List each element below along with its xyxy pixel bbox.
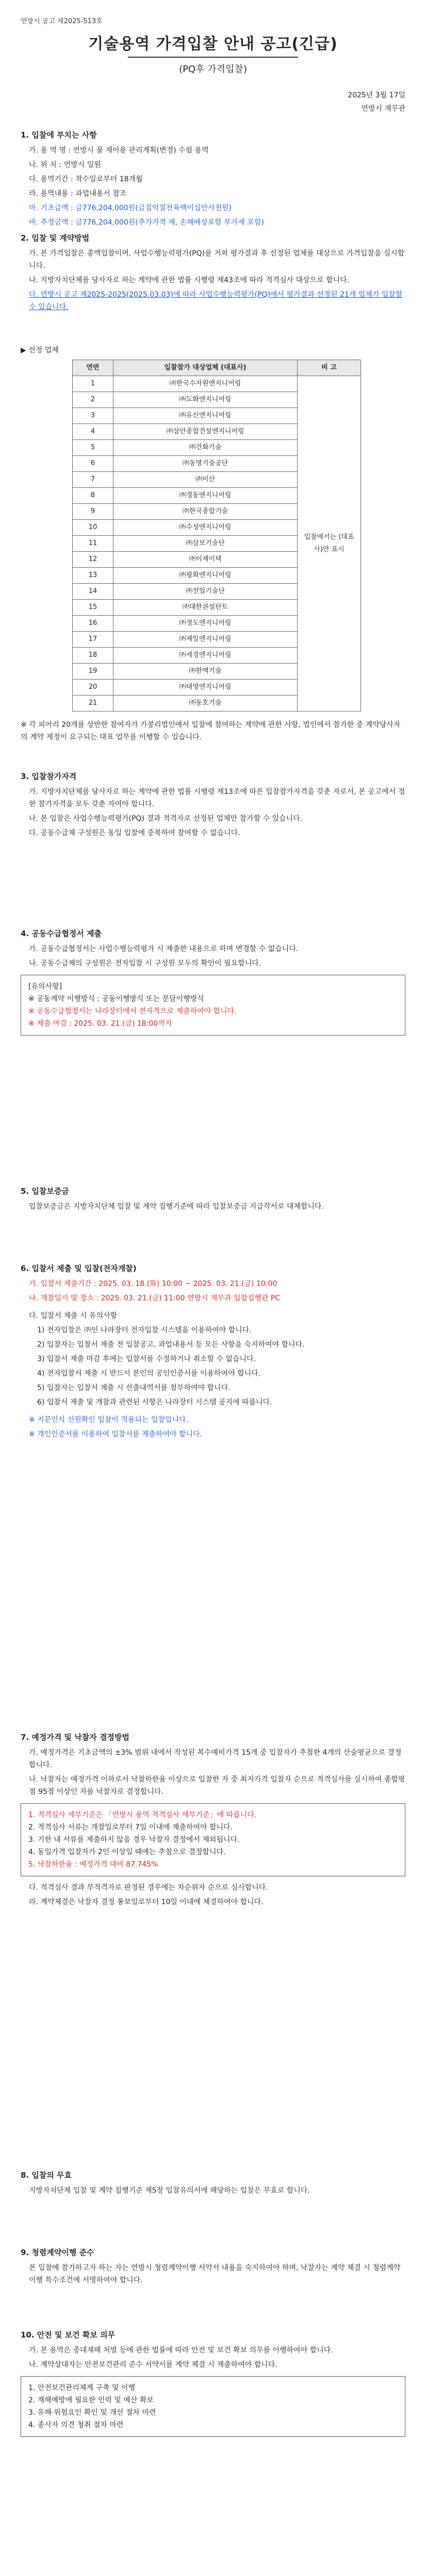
- s6-rule-3: 4) 전자입찰서 제출 시 반드시 본인의 공인인증서를 이용하여야 합니다.: [37, 1369, 261, 1378]
- s6-schedule-1: 나. 개찰일시 및 장소 : 2025. 03. 21.(금) 11:00 연방시 재무과 입찰집행관 PC: [29, 1294, 281, 1302]
- firm-no: 2: [73, 392, 113, 408]
- section-1: [21, 129, 405, 231]
- s1-item-4: 마. 기초금액 : 금776,204,000원(금칠억칠천육백이십만사천원): [29, 204, 232, 212]
- s6-schedule-0: 가. 입찰서 제출기간 : 2025. 03. 18.(화) 10:00 ~ 2025. 03. 21.(금) 10:00: [29, 1280, 277, 1288]
- s1-item-3: 라. 용역내용 : 과업내용서 참조: [29, 190, 127, 198]
- title-block: [0, 31, 426, 75]
- firm-no: 5: [73, 440, 113, 456]
- s6-rules-title: 다. 입찰서 제출 시 유의사항: [29, 1312, 118, 1320]
- firm-no: 17: [73, 632, 113, 648]
- firm-name: ㈜제일엔지니어링: [113, 632, 298, 648]
- title-divider: [128, 57, 298, 58]
- s9-item-0: 본 입찰에 참가하고자 하는 자는 연방시 청렴계약이행 서약서 내용을 숙지하여야 하며, 낙찰자는 계약 체결 시 청렴계약이행 특수조건에 서명하여야 합니다.: [29, 2264, 401, 2284]
- firm-no: 11: [73, 536, 113, 552]
- s7-extra-1: 라. 계약체결은 낙찰자 결정 통보일로부터 10일 이내에 체결하여야 합니다.: [29, 1898, 264, 1906]
- s7-extra-0: 다. 적격심사 결과 부적격자로 판정된 경우에는 차순위자 순으로 심사합니다.: [29, 1884, 268, 1892]
- notice-number: 연방시 공고 제2025-513호: [21, 18, 103, 25]
- firm-name: ㈜한국수자원엔지니어링: [113, 376, 298, 392]
- firm-no: 10: [73, 520, 113, 536]
- s3-item-2: 다. 공동수급체 구성원은 동일 입찰에 중복하여 참여할 수 없습니다.: [29, 829, 240, 837]
- section-6: [21, 1262, 405, 1443]
- firm-name: ㈜이산: [113, 472, 298, 488]
- section-10-heading: 10. 안전 및 보건 확보 의무: [21, 2330, 116, 2340]
- document-subtitle: (PQ후 가격입찰): [179, 64, 247, 75]
- s6-rule-2: 3) 입찰서 제출 마감 후에는 입찰서를 수정하거나 취소할 수 없습니다.: [37, 1355, 256, 1363]
- firm-name: ㈜태영엔지니어링: [113, 680, 298, 696]
- section-8-heading: 8. 입찰의 무효: [21, 2171, 72, 2180]
- s7-box-1: 2. 적격심사 서류는 개찰일로부터 7일 이내에 제출하여야 합니다.: [28, 1823, 233, 1832]
- firm-table-title: ▶ 선정 업체: [21, 346, 59, 354]
- s1-item-5: 바. 추정금액 : 금776,204,000원(추가가격 제, 손해배상포함 부가세 포함): [29, 218, 264, 227]
- section-4-heading: 4. 공동수급협정서 제출: [21, 929, 102, 938]
- s7-box-4: 5. 낙찰하한율 : 예정가격 대비 87.745%: [28, 1860, 158, 1869]
- firm-name: ㈜평화엔지니어링: [113, 568, 298, 584]
- s2-item-2: 다. 연방시 공고 제2025-2025(2025.03.03)에 따라 사업수행능력평가(PQ)에서 평가결과 선정된 21개 업체가 입찰할 수 있습니다.: [29, 291, 403, 311]
- s3-item-0: 가. 지방자치단체를 당사자로 하는 계약에 관한 법률 시행령 제13조에 따른 입찰참가자격을 갖춘 자로서, 본 공고에서 정한 참가자격을 모두 갖춘 자여야 합니다.: [29, 788, 405, 808]
- firm-no: 12: [73, 552, 113, 568]
- section-7-heading: 7. 예정가격 및 낙찰자 결정방법: [21, 1733, 129, 1742]
- firm-no: 3: [73, 408, 113, 424]
- s1-item-1: 나. 위 치 : 연방시 일원: [29, 161, 101, 169]
- s6-note-0: ※ 지문인식 신원확인 입찰이 적용되는 입찰입니다.: [29, 1416, 188, 1424]
- s7-box-2: 3. 기한 내 서류를 제출하지 않을 경우 낙찰자 결정에서 제외됩니다.: [28, 1836, 240, 1844]
- s4-notice-box: [21, 975, 405, 1036]
- firm-name: ㈜수성엔지니어링: [113, 520, 298, 536]
- col-name: 입찰참가 대상업체 (대표사): [113, 360, 298, 376]
- firm-name: ㈜정도엔지니어링: [113, 616, 298, 632]
- s4-box-0: [유의사항]: [28, 982, 62, 991]
- section-3-heading: 3. 입찰참가자격: [21, 772, 77, 781]
- firm-name: ㈜대한콘설탄트: [113, 600, 298, 616]
- s6-note-1: ※ 개인인증서를 이용하여 입찰서를 제출하여야 합니다.: [29, 1430, 202, 1438]
- s2-item-1: 나. 지방자치단체를 당사자로 하는 계약에 관한 법률 시행령 제43조에 따라 적격심사 대상으로 합니다.: [29, 276, 350, 284]
- section-9-heading: 9. 청렴계약이행 준수: [21, 2248, 94, 2257]
- firm-no: 21: [73, 696, 113, 711]
- s7-criteria-box: [21, 1803, 405, 1876]
- firm-no: 6: [73, 456, 113, 472]
- s6-rule-1: 2) 입찰자는 입찰서 제출 전 입찰공고, 과업내용서 등 모든 사항을 숙지하여야 합니다.: [37, 1341, 305, 1349]
- section-7: [21, 1731, 405, 1910]
- s7-box-0: 1. 적격심사 세부기준은 「연방시 용역 적격심사 세부기준」에 따릅니다.: [28, 1811, 257, 1819]
- table-row: [73, 376, 361, 392]
- document-title: 기술용역 가격입찰 안내 공고(긴급): [88, 35, 338, 53]
- firm-name: ㈜한국종합기술: [113, 504, 298, 520]
- firm-no: 13: [73, 568, 113, 584]
- firm-no: 4: [73, 424, 113, 440]
- s7-item-0: 가. 예정가격은 기초금액의 ±3% 범위 내에서 작성된 복수예비가격 15개 중 입찰자가 추첨한 4개의 산술평균으로 결정합니다.: [29, 1749, 402, 1769]
- issue-date: 2025년 3월 17일: [348, 91, 405, 99]
- section-9: [21, 2246, 405, 2289]
- s7-box-3: 4. 동일가격 입찰자가 2인 이상일 때에는 추첨으로 결정합니다.: [28, 1848, 226, 1856]
- s4-item-0: 가. 공동수급협정서는 사업수행능력평가 시 제출한 내용으로 하며 변경할 수 없습니다.: [29, 945, 299, 953]
- firm-name: ㈜건화기술: [113, 440, 298, 456]
- firm-no: 18: [73, 648, 113, 664]
- firm-table: [72, 360, 361, 711]
- section-5: [21, 1185, 405, 1215]
- s10-item-0: 가. 본 용역은 중대재해 처벌 등에 관한 법률에 따라 안전 및 보건 확보 의무를 이행하여야 합니다.: [29, 2346, 333, 2354]
- s10-box-1: 2. 재해예방에 필요한 인력 및 예산 확보: [28, 2396, 154, 2404]
- firm-name: ㈜천일기술단: [113, 584, 298, 600]
- section-8: [21, 2169, 405, 2199]
- section-3: [21, 770, 405, 841]
- issuer: 연방시 재무관: [361, 105, 405, 113]
- s6-rule-5: 6) 입찰서 제출 및 개찰과 관련된 사항은 나라장터 시스템 공지에 따릅니다.: [37, 1398, 272, 1406]
- firm-no: 20: [73, 680, 113, 696]
- s6-rule-4: 5) 입찰자는 입찰서 제출 시 산출내역서를 첨부하여야 합니다.: [37, 1384, 231, 1392]
- section-5-heading: 5. 입찰보증금: [21, 1187, 69, 1196]
- s10-duty-box: [21, 2376, 405, 2437]
- date-issuer: [348, 89, 405, 115]
- s6-rule-0: 1) 전자입찰은 ㈜인 나라장터 전자입찰 시스템을 이용하여야 합니다.: [37, 1326, 252, 1334]
- firm-name: ㈜이제이텍: [113, 552, 298, 568]
- firm-name: ㈜세경엔지니어링: [113, 648, 298, 664]
- firm-name: ㈜경동엔지니어링: [113, 488, 298, 504]
- firm-no: 15: [73, 600, 113, 616]
- s4-box-1: ※ 공동계약 이행방식 : 공동이행방식 또는 분담이행방식: [28, 995, 204, 1003]
- col-note: 비 고: [298, 360, 361, 376]
- firm-no: 9: [73, 504, 113, 520]
- s10-box-0: 1. 안전보건관리체계 구축 및 이행: [28, 2384, 135, 2392]
- s10-item-1: 나. 계약상대자는 안전보건관리 준수 서약서를 계약 체결 시 제출하여야 합니다.: [29, 2361, 277, 2369]
- s3-item-1: 나. 본 입찰은 사업수행능력평가(PQ) 결과 적격자로 선정된 업체만 참가할 수 있습니다.: [29, 815, 303, 823]
- firm-no: 7: [73, 472, 113, 488]
- firm-name: ㈜동명기술공단: [113, 456, 298, 472]
- firm-name: ㈜동호기술: [113, 696, 298, 711]
- s2-footnote: ※ 각 피어리 20개를 상반한 참여자가 가봉리법인에서 입찰에 참여하는 계약에 관한 사항, 법인에서 참가한 중 계약당사자의 계약 제정이 요구되는 대표 업무를 이행할 수 있습니다.: [21, 721, 401, 741]
- section-4: [21, 927, 405, 1041]
- col-no: 연번: [73, 360, 113, 376]
- section-6-heading: 6. 입찰서 제출 및 입찰(전자개찰): [21, 1264, 137, 1273]
- section-1-heading: 1. 입찰에 부치는 사항: [21, 130, 97, 140]
- s1-item-0: 가. 용 역 명 : 연방시 물 재이용 관리계획(변경) 수립 용역: [29, 146, 209, 155]
- s8-item-0: 지방자치단체 입찰 및 계약 집행기준 제5장 입찰유의서에 해당하는 입찰은 무효로 합니다.: [29, 2187, 310, 2195]
- s7-item-1: 나. 낙찰자는 예정가격 이하로서 낙찰하한율 이상으로 입찰한 자 중 최저가격 입찰자 순으로 적격심사를 실시하여 종합평점 95점 이상인 자를 낙찰자로 결정합니다.: [29, 1775, 405, 1796]
- firm-name: ㈜삼보기술단: [113, 536, 298, 552]
- firm-no: 8: [73, 488, 113, 504]
- firm-no: 1: [73, 376, 113, 392]
- s4-box-3: ※ 제출 마감 : 2025. 03. 21.(금) 18:00까지: [28, 1020, 172, 1028]
- s4-box-2: ※ 공동수급협정서는 나라장터에서 전자적으로 제출하여야 합니다.: [28, 1007, 237, 1015]
- firm-name: ㈜도화엔지니어링: [113, 392, 298, 408]
- s10-box-3: 4. 종사자 의견 청취 절차 마련: [28, 2421, 124, 2429]
- firm-no: 14: [73, 584, 113, 600]
- firm-name: ㈜유신엔지니어링: [113, 408, 298, 424]
- s10-box-2: 3. 유해·위험요인 확인 및 개선 절차 마련: [28, 2409, 156, 2417]
- firm-name: ㈜한맥기술: [113, 664, 298, 680]
- firm-no: 16: [73, 616, 113, 632]
- section-2-heading: 2. 입찰 및 계약방법: [21, 233, 90, 243]
- firm-no: 19: [73, 664, 113, 680]
- s5-item-0: 입찰보증금은 지방자치단체 입찰 및 계약 집행기준에 따라 입찰보증금 지급각서로 대체합니다.: [29, 1202, 324, 1211]
- s1-item-2: 다. 용역기간 : 착수일로부터 18개월: [29, 175, 143, 183]
- s2-item-0: 가. 본 가격입찰은 총액입찰이며, 사업수행능력평가(PQ)를 거쳐 평가결과 후 선정된 업체를 대상으로 가격입찰을 실시합니다.: [29, 249, 405, 270]
- firm-name: ㈜삼안종합건설엔지니어링: [113, 424, 298, 440]
- firm-note: 입찰에서는 (대표사)만 표시: [298, 376, 361, 711]
- section-10: [21, 2329, 405, 2442]
- s4-item-1: 나. 공동수급체의 구성원은 전자입찰 시 구성원 모두의 확인이 필요합니다.: [29, 959, 261, 968]
- section-2: [21, 232, 405, 743]
